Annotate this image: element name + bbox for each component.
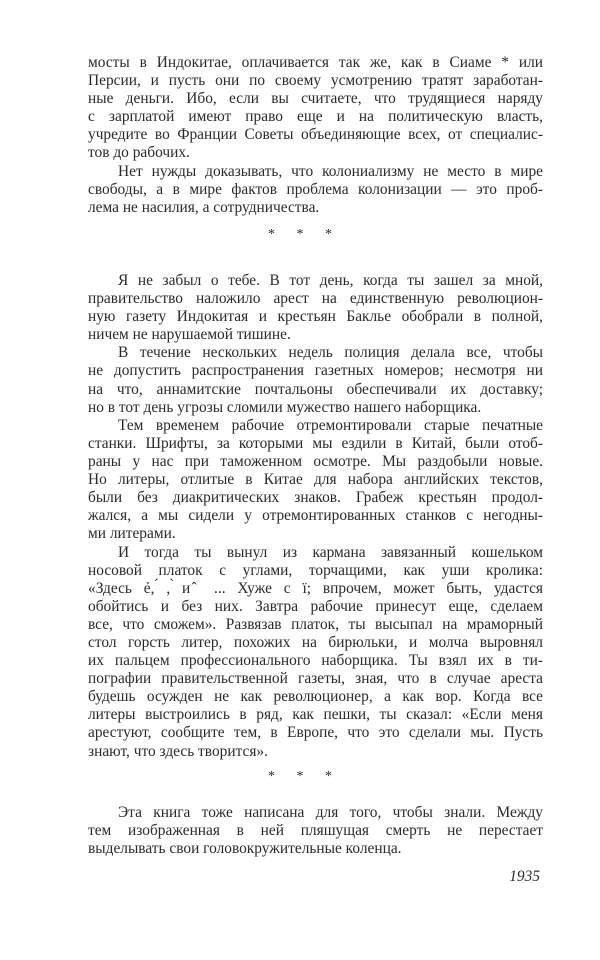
- text-line: тов до рабочих.: [88, 144, 190, 162]
- section-separator-1: * * *: [268, 227, 332, 242]
- text-line: ные деньги. Ибо, если вы считаете, что трудящиеся наряду: [88, 90, 543, 108]
- text-line: литеры выстроились в ряд, как пешки, ты сказал: «Если меня: [88, 706, 543, 724]
- text-line: носовой платок с углами, торчащими, как уши кролика:: [88, 561, 543, 579]
- text-line: правительство наложило арест на единственную революцион-: [88, 290, 543, 308]
- text-line: ную газету Индокитая и крестьян Баклье обобрали в полной,: [88, 308, 543, 326]
- text-line: не допустить распространения газетных номеров; несмотря ни: [88, 362, 543, 380]
- text-line: с зарплатой имеют право еще и на политическую власть,: [88, 108, 543, 126]
- text-line: раны у нас при таможенном осмотре. Мы раздобыли новые.: [88, 452, 543, 470]
- date-signature: 1935: [509, 868, 540, 885]
- text-line: лема не насилия, а сотрудничества.: [88, 199, 320, 217]
- text-line: стол горсть литер, похожих на бирюльки, и молча выровнял: [88, 633, 543, 651]
- text-line: ничем не нарушаемой тишине.: [88, 326, 291, 344]
- text-line: жался, а мы сидели у отремонтированных станков с негодны-: [88, 507, 543, 525]
- paragraph-5: [88, 417, 543, 544]
- text-line: «Здесь ẻ, ́, ̀и ̂ ... Хуже с ï; впрочем, может быть, удастся: [88, 579, 543, 597]
- paragraph-7: [88, 804, 543, 858]
- text-line: Эта книга тоже написана для того, чтобы знали. Между: [118, 804, 543, 821]
- text-line: знают, что здесь творится».: [88, 742, 268, 760]
- text-line: В течение нескольких недель полиция делала все, чтобы: [118, 344, 543, 362]
- text-line: обойтись и без них. Завтра рабочие принесут еще, сделаем: [88, 597, 543, 615]
- text-line: Тем временем рабочие отремонтировали старые печатные: [118, 416, 543, 434]
- text-line: Нет нужды доказывать, что колониализму не место в мире: [118, 163, 543, 180]
- text-line: на что, аннамитские почтальоны обеспечивали их доставку;: [88, 380, 543, 398]
- paragraph-1: [88, 54, 543, 163]
- text-line: ми литерами.: [88, 525, 176, 543]
- paragraph-3: [88, 272, 543, 344]
- text-line: свободы, а в мире фактов проблема колонизации — это проб-: [88, 181, 543, 199]
- text-line: были без диакритических знаков. Грабеж крестьян продол-: [88, 489, 543, 507]
- paragraph-6: [88, 544, 543, 761]
- text-line: но в тот день угрозы сломили мужество нашего наборщика.: [88, 398, 482, 416]
- text-line: арестуют, сообщите тем, в Европе, что это сделали мы. Пусть: [88, 724, 543, 742]
- text-line: все, что сможем». Развязав платок, ты высыпал на мраморный: [88, 615, 543, 633]
- paragraph-4: [88, 344, 543, 416]
- paragraph-2: [88, 163, 543, 217]
- text-line: будешь осужден не как революционер, а как вор. Когда все: [88, 688, 543, 706]
- text-line: учредите во Франции Советы объединяющие всех, от специалис-: [88, 126, 543, 144]
- text-line: Но литеры, отлитые в Китае для набора английских текстов,: [88, 471, 543, 489]
- text-line: выделывать свои головокружительные коленца.: [88, 840, 402, 858]
- text-line: И тогда ты вынул из кармана завязанный кошельком: [118, 543, 543, 561]
- text-line: пографии правительственной газеты, зная, что в случае ареста: [88, 670, 543, 688]
- text-line: станки. Шрифты, за которыми мы ездили в Китай, были отоб-: [88, 434, 543, 452]
- text-line: Я не забыл о тебе. В тот день, когда ты зашел за мной,: [118, 272, 543, 289]
- text-line: тем изображенная в ней пляшущая смерть не перестает: [88, 822, 543, 840]
- section-separator-2: * * *: [268, 769, 332, 784]
- text-line: мосты в Индокитае, оплачивается так же, как в Сиаме * или: [88, 54, 543, 71]
- text-line: Персии, и пусть они по своему усмотрению тратят заработан-: [88, 72, 543, 90]
- text-line: их пальцем профессионального наборщика. Ты взял их в ти-: [88, 652, 543, 670]
